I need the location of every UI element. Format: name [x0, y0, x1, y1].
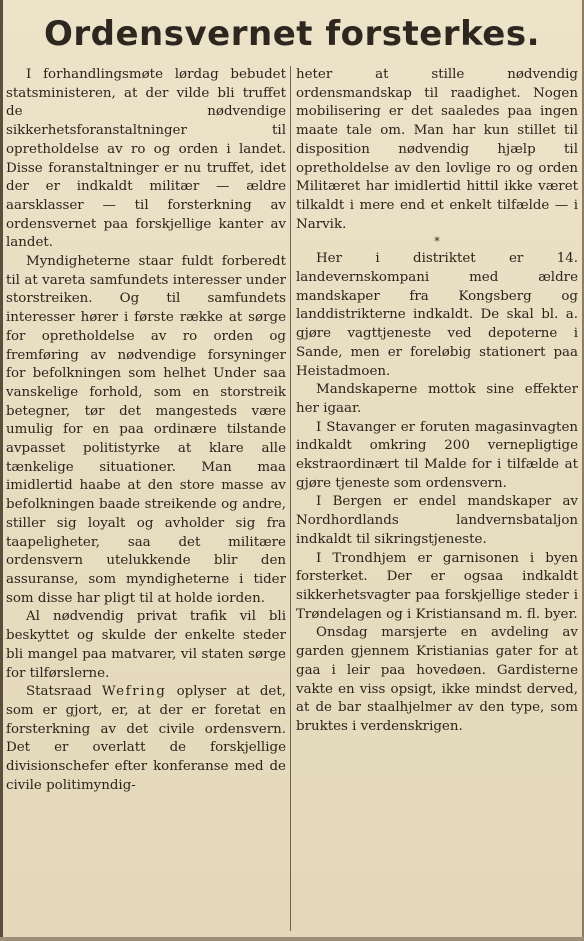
left-border — [0, 0, 3, 941]
paragraph-text: oplyser at det, som er gjort, er, at der er foretat en forsterkning av det civile ordensvern. Det er overlatt de forskjellige divisionschefer efter konferanse med de civile politimyndig- — [6, 684, 286, 793]
section-separator: * — [434, 235, 440, 249]
column-divider — [290, 66, 291, 931]
person-name: Wefring — [101, 684, 167, 700]
article-body — [4, 66, 580, 931]
paragraph-text: Statsraad — [26, 684, 92, 700]
paragraph: Her i distriktet er 14. landevernskompani med ældre mandskaper fra Kongsberg og landdistrikterne indkaldt. De skal bl. a. gjøre vagttjeneste ved depoterne i Sande, men er foreløbig stationert paa Heistadmoen. — [296, 251, 578, 379]
paragraph: I Stavanger er foruten magasinvagten indkaldt omkring 200 vernepligtige ekstraordinært til Malde for i tilfælde at gjøre tjeneste som ordensvern. — [296, 419, 578, 491]
paragraph: Myndigheterne staar fuldt forberedt til at vareta samfundets interesser under storstreiken. Og til samfundets interesser hører i første række at sørge for opretholdelse av ro orden og fremføring av nødvendige forsyninger for befolkningen som helhet Under saa vanskelige forhold, som en storstreik betegner, tør det mangesteds være umulig for en paa ordinære tilstande avpasset politistyrke at klare alle tænkelige situationer. Man maa imidlertid haabe at den store masse av befolkningen baade streikende og andre, stiller sig loyalt og avholder sig fra taapeligheter, saa det militære ordensvern utelukkende blir den assuranse, som myndigheterne i tider som disse har pligt til at holde iorden. — [6, 254, 286, 606]
paragraph: Onsdag marsjerte en avdeling av garden gjennem Kristianias gater for at gaa i leir paa hovedøen. Gardisterne vakte en viss opsigt, ikke mindst derved, at de bar staalhjelmer av den type, som bruktes i verdenskrigen. — [296, 625, 578, 734]
left-column — [6, 66, 286, 931]
paragraph: I Trondhjem er garnisonen i byen forsterket. Der er ogsaa indkaldt sikkerhetsvagter paa forskjellige steder i Trøndelagen og i Kristiansand m. fl. byer. — [296, 550, 578, 622]
headline: Ordensvernet forsterkes. — [43, 14, 540, 54]
paragraph: heter at stille nødvendig ordensmandskap til raadighet. Nogen mobilisering er det saaledes paa ingen maate tale om. Man har kun stillet til disposition nødvendig hjælp til opretholdelse av den lovlige ro og orden Militæret har imidlertid hittil ikke været tilkaldt i mere end et enkelt tilfælde — i Narvik. — [296, 67, 578, 232]
paragraph: I forhandlingsmøte lørdag bebudet statsministeren, at der vilde bli truffet de nødvendige sikkerhetsforanstaltninger til opretholdelse av ro og orden i landet. Disse foranstaltninger er nu truffet, idet der er indkaldt militær — ældre aarsklasser — til forsterkning av ordensvernet paa forskjellige kanter av landet. — [6, 67, 286, 251]
paragraph — [6, 683, 286, 795]
bottom-border — [0, 937, 584, 941]
paragraph: I Bergen er endel mandskaper av Nordhordlands landvernsbataljon indkaldt til sikringstjeneste. — [296, 494, 578, 547]
paragraph: Al nødvendig privat trafik vil bli beskyttet og skulde der enkelte steder bli mangel paa matvarer, vil staten sørge for tilførslerne. — [6, 609, 286, 681]
paragraph: Mandskaperne mottok sine effekter her igaar. — [296, 382, 578, 416]
right-column — [296, 66, 578, 931]
